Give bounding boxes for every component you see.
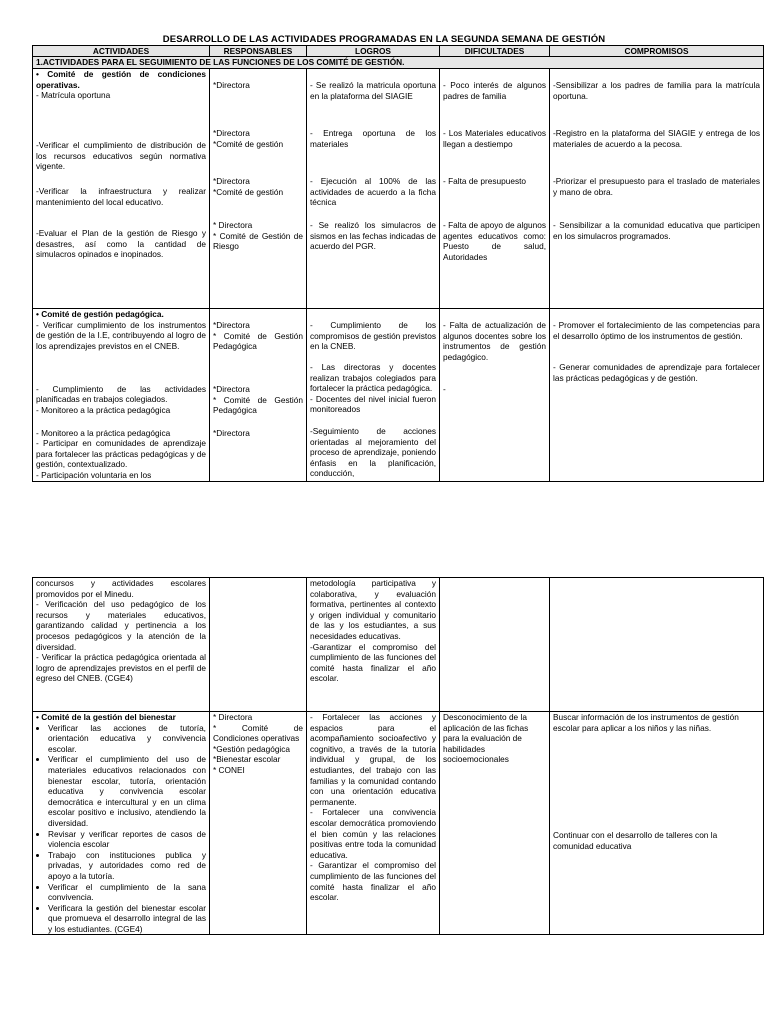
bien-comp-cell (550, 712, 764, 935)
ops-comp-3: -Priorizar el presupuesto para el traslado de materiales y mano de obra. (553, 176, 760, 197)
list-item: • Revisar y verificar reportes de casos de violencia escolar (48, 829, 206, 850)
ops-dif-4: - Falta de apoyo de algunos agentes educativos como: Puesto de salud, Autoridades (443, 220, 546, 262)
ped-act-cont: concursos y actividades escolares promovidos por el Minedu. - Verificación del uso pedagógico de los recursos y materiales educativos, garantizando calidad y pertinencia a los procesos pedagógicos y la atención de la diversidad. - Verificar la práctica pedagógica orientada al logro de aprendizajes previstos en el perfil de egreso del CNEB. (CGE4) (36, 578, 206, 684)
ped-resp-1: *Directora * Comité de Gestión Pedagógica (213, 320, 303, 352)
bien-dif: Desconocimiento de la aplicación de las fichas para la evaluación de habilidades socioemocionales (443, 712, 529, 765)
ops-logros-cell (307, 69, 440, 309)
bien-logro-text: Fortalecer las acciones y espacios para el acompañamiento socioafectivo y cognitivo, a través de la tutoría individual y grupal, de los estudiantes, del trabajo con las familias y la comunidad contando con una orientación educativa permanente. (310, 712, 436, 807)
header-responsables: RESPONSABLES (210, 46, 307, 57)
bien-activities-cell (33, 712, 210, 935)
list-item: - Fortalecer las acciones y espacios para el acompañamiento socioafectivo y cognitivo, a través de la tutoría individual y grupal, de los estudiantes, del trabajo con las familias y la comunidad contando con una orientación educativa permanente. (310, 712, 436, 807)
bien-resp-cell (210, 712, 307, 935)
bien-comp-1: Buscar información de los instrumentos de gestión escolar para aplicar a los niños y las niñas. (553, 712, 739, 733)
ops-logro-3: - Ejecución al 100% de las actividades de acuerdo a la ficha técnica (310, 176, 436, 208)
bien-comp-2: Continuar con el desarrollo de talleres con la comunidad educativa (553, 830, 718, 851)
ped-logro-3: -Seguimiento de acciones orientadas al mejoramiento del proceso de aprendizaje, poniendo énfasis en la planificación, conducción, (310, 426, 436, 479)
ops-act-2: -Verificar el cumplimiento de distribución de los recursos educativos según normativa vigente. (36, 140, 206, 172)
table-row (33, 578, 764, 712)
ops-logro-2: - Entrega oportuna de los materiales (310, 128, 436, 149)
ped-act-cont-cell (33, 578, 210, 712)
list-item: - Fortalecer una convivencia escolar democrática promoviendo el bien común y las relaciones positivas entre toda la comunidad educativa. (310, 807, 436, 860)
section-row (33, 57, 764, 69)
ops-comp-4: - Sensibilizar a la comunidad educativa que participen en los simulacros programados. (553, 220, 760, 241)
list-item: • Verificar el cumplimiento de la sana convivencia. (48, 882, 206, 903)
ops-act-3: -Verificar la infraestructura y realizar mantenimiento del local educativo. (36, 186, 206, 207)
table-row (33, 712, 764, 935)
ped-resp-2: *Directora * Comité de Gestión Pedagógica (213, 384, 303, 416)
ped-heading: • Comité de gestión pedagógica. (36, 309, 164, 319)
ped-logro-cont: metodología participativa y colaborativa, y evaluación formativa, pertinentes al contexto y origen individual y comunitario de las y los estudiantes, a sus necesidades educativas. -Garantizar el compromiso del cumplimiento de las funciones del comité hasta finalizar el año escolar. (310, 578, 436, 684)
ops-resp-3: *Directora *Comité de gestión (213, 176, 284, 197)
activities-table-continued (32, 577, 764, 935)
activities-table (32, 45, 764, 482)
ops-act-1: - Matrícula oportuna (36, 90, 111, 101)
ped-act-3: - Monitoreo a la práctica pedagógica - Participar en comunidades de aprendizaje para fortalecer las prácticas pedagógicas y de gestión, contextualizado. - Participación voluntaria en los (36, 427, 206, 480)
list-item: - Garantizar el compromiso del cumplimiento de las funciones del comité hasta finalizar el año escolar. (310, 860, 436, 903)
ped-logros-cell (307, 309, 440, 482)
ops-resp-4: * Directora * Comité de Gestión de Riesgo (213, 220, 303, 252)
ops-dif-1: - Poco interés de algunos padres de familia (443, 80, 546, 101)
ops-resp-cell (210, 69, 307, 309)
bien-logro-text: Garantizar el compromiso del cumplimiento de las funciones del comité hasta finalizar el año escolar. (310, 860, 436, 903)
ops-logro-4: - Se realizó los simulacros de sismos en las fechas indicadas de acuerdo del PGR. (310, 220, 436, 252)
bien-dif-cell (440, 712, 550, 935)
ops-resp-2: *Directora *Comité de gestión (213, 128, 284, 149)
ped-resp-3: *Directora (213, 428, 250, 438)
table-header-row (33, 46, 764, 57)
ops-dif-3: - Falta de presupuesto (443, 176, 527, 186)
list-item: • Verificara la gestión del bienestar escolar que promueva el desarrollo integral de las y los estudiantes. (CGE4) (48, 903, 206, 935)
list-item: • Verificar las acciones de tutoría, orientación educativa y convivencia escolar. (48, 723, 206, 755)
header-compromisos: COMPROMISOS (550, 46, 764, 57)
ped-comp-1: - Promover el fortalecimiento de las competencias para el desarrollo óptimo de los instrumentos de gestión. (553, 320, 760, 341)
bien-heading: • Comité de la gestión del bienestar (36, 712, 176, 722)
ops-activities-cell (33, 69, 210, 309)
ped-comp-2: - Generar comunidades de aprendizaje para fortalecer las prácticas pedagógicas y de gestión. (553, 362, 760, 383)
ped-act-2: - Cumplimiento de las actividades planificadas en trabajos colegiados. - Monitoreo a la práctica pedagógica (36, 383, 206, 415)
ped-comp-cell (550, 309, 764, 482)
ped-dif-2: - (443, 384, 446, 394)
list-item: • Trabajo con instituciones publica y privadas, y autoridades como red de apoyo a la tutoría. (48, 850, 206, 882)
ops-logro-1: - Se realizó la matricula oportuna en la plataforma del SIAGIE (310, 80, 436, 101)
bien-logros-cell (307, 712, 440, 935)
header-logros: LOGROS (307, 46, 440, 57)
header-dificultades: DIFICULTADES (440, 46, 550, 57)
list-item: • Verificar el cumplimiento del uso de materiales educativos relacionados con bienestar escolar, tutoría, orientación educativa y convivencia escolar democrática e intercultural y en un clima escolar positivo e inclusivo, atendiendo la diversidad. (48, 754, 206, 828)
ops-heading: • Comité de gestión de condiciones operativas. (36, 69, 206, 90)
ped-act-1: - Verificar cumplimiento de los instrumentos de gestión de la I.E, contribuyendo al logro de los aprendizajes previstos en el CNEB. (36, 319, 206, 351)
ops-comp-2: -Registro en la plataforma del SIAGIE y entrega de los materiales de acuerdo a la pecosa. (553, 128, 760, 149)
bien-resp: * Directora * Comité de Condiciones operativas *Gestión pedagógica *Bienestar escolar * CONEI (213, 712, 303, 775)
ped-activities-cell (33, 309, 210, 482)
ops-act-4: -Evaluar el Plan de la gestión de Riesgo y desastres, así como la cantidad de simulacros opinados e inopinados. (36, 228, 206, 260)
bien-logro-text: Fortalecer una convivencia escolar democrática promoviendo el bien común y las relaciones positivas entre toda la comunidad educativa. (310, 807, 436, 860)
ops-dif-2: - Los Materiales educativos llegan a destiempo (443, 128, 546, 149)
bien-activities-list (36, 723, 206, 935)
section-title: 1.ACTIVIDADES PARA EL SEGUIMIENTO DE LAS FUNCIONES DE LOS COMITÉ DE GESTIÓN. (33, 57, 764, 69)
ops-dif-cell (440, 69, 550, 309)
ops-resp-1: *Directora (213, 80, 250, 90)
page-2 (0, 572, 768, 1024)
ops-comp-1: -Sensibilizar a los padres de familia para la matrícula oportuna. (553, 80, 760, 101)
ped-resp-cell (210, 309, 307, 482)
ped-logro-cont-cell (307, 578, 440, 712)
document-title: DESARROLLO DE LAS ACTIVIDADES PROGRAMADAS EN LA SEGUNDA SEMANA DE GESTIÓN (162, 34, 606, 45)
ped-dif-cont-cell (440, 578, 550, 712)
table-row (33, 69, 764, 309)
ops-comp-cell (550, 69, 764, 309)
ped-resp-cont-cell (210, 578, 307, 712)
ped-dif-1: - Falta de actualización de algunos docentes sobre los instrumentos de gestión pedagógico. (443, 320, 546, 362)
ped-comp-cont-cell (550, 578, 764, 712)
table-row (33, 309, 764, 482)
ped-logro-2: - Las directoras y docentes realizan trabajos colegiados para fortalecer la práctica pedagógica. - Docentes del nivel inicial fueron monitoreados (310, 362, 436, 415)
ped-logro-1: - Cumplimiento de los compromisos de gestión previstos en la CNEB. (310, 320, 436, 352)
bien-logros-list (310, 712, 436, 903)
ped-dif-cell (440, 309, 550, 482)
header-actividades: ACTIVIDADES (33, 46, 210, 57)
